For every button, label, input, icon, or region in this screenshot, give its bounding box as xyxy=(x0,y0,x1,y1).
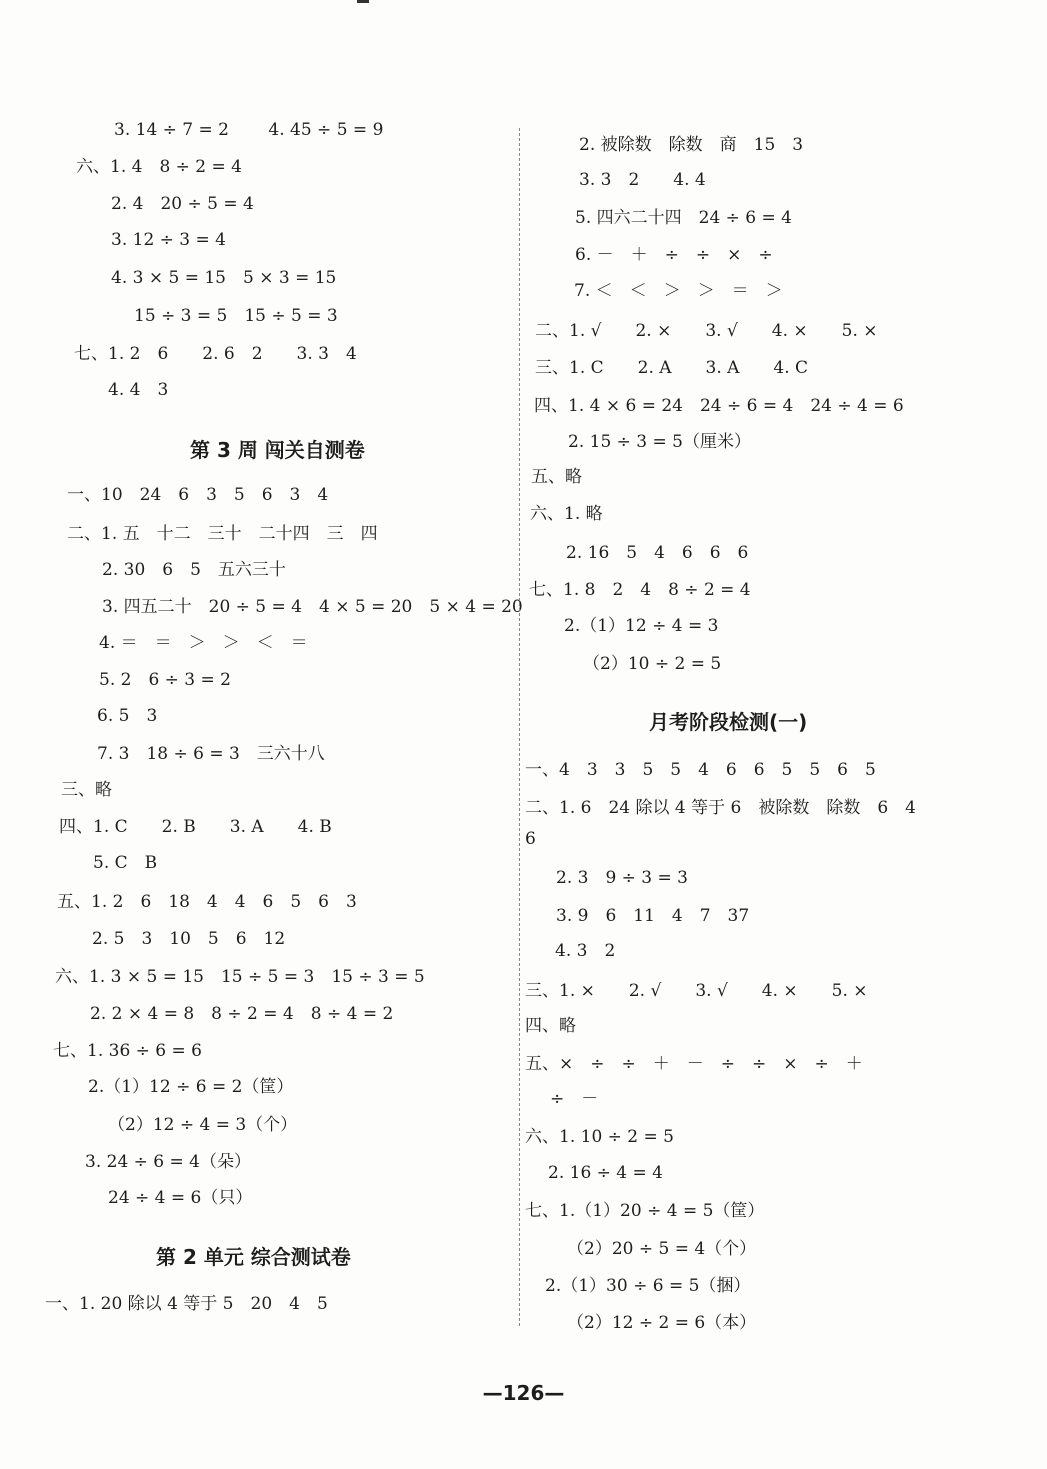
answer-line: 四、1. C 2. B 3. A 4. B xyxy=(59,817,332,837)
answer-line: 三、1. × 2. √ 3. √ 4. × 5. × xyxy=(525,981,868,1001)
answer-line: 2.（1）12 ÷ 6 = 2（筐） xyxy=(88,1077,294,1097)
answer-line: 2.（1）12 ÷ 4 = 3 xyxy=(564,616,719,636)
answer-line: 二、1. 6 24 除以 4 等于 6 被除数 除数 6 4 xyxy=(525,798,916,818)
answer-line: 2. 16 5 4 6 6 6 xyxy=(566,543,749,563)
answer-line: 2. 30 6 5 五六三十 xyxy=(102,560,286,580)
section-heading: 第 2 单元 综合测试卷 xyxy=(156,1245,351,1269)
answer-line: 七、1. 2 6 2. 6 2 3. 3 4 xyxy=(74,344,357,364)
answer-line: 2. 3 9 ÷ 3 = 3 xyxy=(556,868,688,888)
answer-line: 2. 16 ÷ 4 = 4 xyxy=(548,1163,663,1183)
answer-line: 四、1. 4 × 6 = 24 24 ÷ 6 = 4 24 ÷ 4 = 6 xyxy=(534,396,904,416)
answer-line: 2. 5 3 10 5 6 12 xyxy=(92,929,286,949)
answer-line: 4. 3 2 xyxy=(555,941,616,961)
section-heading: 月考阶段检测(一) xyxy=(649,710,808,734)
scan-mark xyxy=(357,0,369,3)
answer-line: 3. 14 ÷ 7 = 2 4. 45 ÷ 5 = 9 xyxy=(114,120,384,140)
answer-line: 五、1. 2 6 18 4 4 6 5 6 3 xyxy=(57,892,357,912)
answer-line: 4. 4 3 xyxy=(108,380,169,400)
answer-line: 七、1. 36 ÷ 6 = 6 xyxy=(53,1041,202,1061)
answer-line: 一、4 3 3 5 5 4 6 6 5 5 6 5 xyxy=(525,760,876,780)
answer-line: 4. 3 × 5 = 15 5 × 3 = 15 xyxy=(111,268,337,288)
answer-line: 六、1. 3 × 5 = 15 15 ÷ 5 = 3 15 ÷ 3 = 5 xyxy=(55,967,425,987)
answer-line: 一、1. 20 除以 4 等于 5 20 4 5 xyxy=(45,1294,328,1314)
answer-line: 3. 3 2 4. 4 xyxy=(579,170,706,190)
answer-line: 6. 5 3 xyxy=(97,706,158,726)
answer-line: 五、略 xyxy=(531,467,582,487)
answer-line: 七、1.（1）20 ÷ 4 = 5（筐） xyxy=(525,1201,765,1221)
answer-line: 三、略 xyxy=(61,780,112,800)
answer-line: 5. 2 6 ÷ 3 = 2 xyxy=(99,670,231,690)
section-heading: 第 3 周 闯关自测卷 xyxy=(190,438,365,462)
answer-line: 7. ＜ ＜ ＞ ＞ ＝ ＞ xyxy=(574,281,783,301)
answer-line: 5. C B xyxy=(93,853,158,873)
answer-line: 2. 2 × 4 = 8 8 ÷ 2 = 4 8 ÷ 4 = 2 xyxy=(90,1004,394,1024)
answer-line: 6. － ＋ ÷ ÷ × ÷ xyxy=(575,245,773,265)
page-number: —126— xyxy=(482,1381,565,1405)
answer-line: 六、1. 4 8 ÷ 2 = 4 xyxy=(76,157,242,177)
answer-line: 七、1. 8 2 4 8 ÷ 2 = 4 xyxy=(529,580,751,600)
answer-line: （2）10 ÷ 2 = 5 xyxy=(583,654,722,674)
answer-line: 二、1. 五 十二 三十 二十四 三 四 xyxy=(67,524,378,544)
answer-line: 6 xyxy=(525,829,536,849)
answer-line: 一、10 24 6 3 5 6 3 4 xyxy=(67,485,329,505)
answer-line: 2. 4 20 ÷ 5 = 4 xyxy=(111,194,254,214)
answer-line: 2. 15 ÷ 3 = 5（厘米） xyxy=(568,432,751,452)
answer-line: （2）12 ÷ 2 = 6（本） xyxy=(567,1313,757,1333)
answer-line: 15 ÷ 3 = 5 15 ÷ 5 = 3 xyxy=(134,306,338,326)
answer-line: 4. ＝ ＝ ＞ ＞ ＜ ＝ xyxy=(99,633,308,653)
answer-line: 3. 24 ÷ 6 = 4（朵） xyxy=(85,1152,251,1172)
answer-line: 5. 四六二十四 24 ÷ 6 = 4 xyxy=(575,208,792,228)
answer-line: 24 ÷ 4 = 6（只） xyxy=(108,1188,253,1208)
answer-line: 三、1. C 2. A 3. A 4. C xyxy=(535,358,809,378)
answer-line: 五、× ÷ ÷ ＋ － ÷ ÷ × ÷ ＋ xyxy=(525,1054,863,1074)
answer-line: 3. 9 6 11 4 7 37 xyxy=(556,906,750,926)
answer-line: 3. 四五二十 20 ÷ 5 = 4 4 × 5 = 20 5 × 4 = 20 xyxy=(102,597,523,617)
answer-line: 六、1. 略 xyxy=(530,504,603,524)
answer-line: 六、1. 10 ÷ 2 = 5 xyxy=(525,1127,674,1147)
answer-line: 二、1. √ 2. × 3. √ 4. × 5. × xyxy=(535,321,878,341)
answer-line: 2. 被除数 除数 商 15 3 xyxy=(579,135,804,155)
answer-line: 四、略 xyxy=(525,1016,576,1036)
answer-line: 3. 12 ÷ 3 = 4 xyxy=(111,230,226,250)
column-divider xyxy=(519,128,520,1326)
answer-line: 2.（1）30 ÷ 6 = 5（捆） xyxy=(545,1276,751,1296)
answer-line: （2）12 ÷ 4 = 3（个） xyxy=(108,1115,298,1135)
answer-line: 7. 3 18 ÷ 6 = 3 三六十八 xyxy=(97,744,325,764)
answer-line: ÷ － xyxy=(550,1089,599,1109)
answer-line: （2）20 ÷ 5 = 4（个） xyxy=(567,1239,757,1259)
